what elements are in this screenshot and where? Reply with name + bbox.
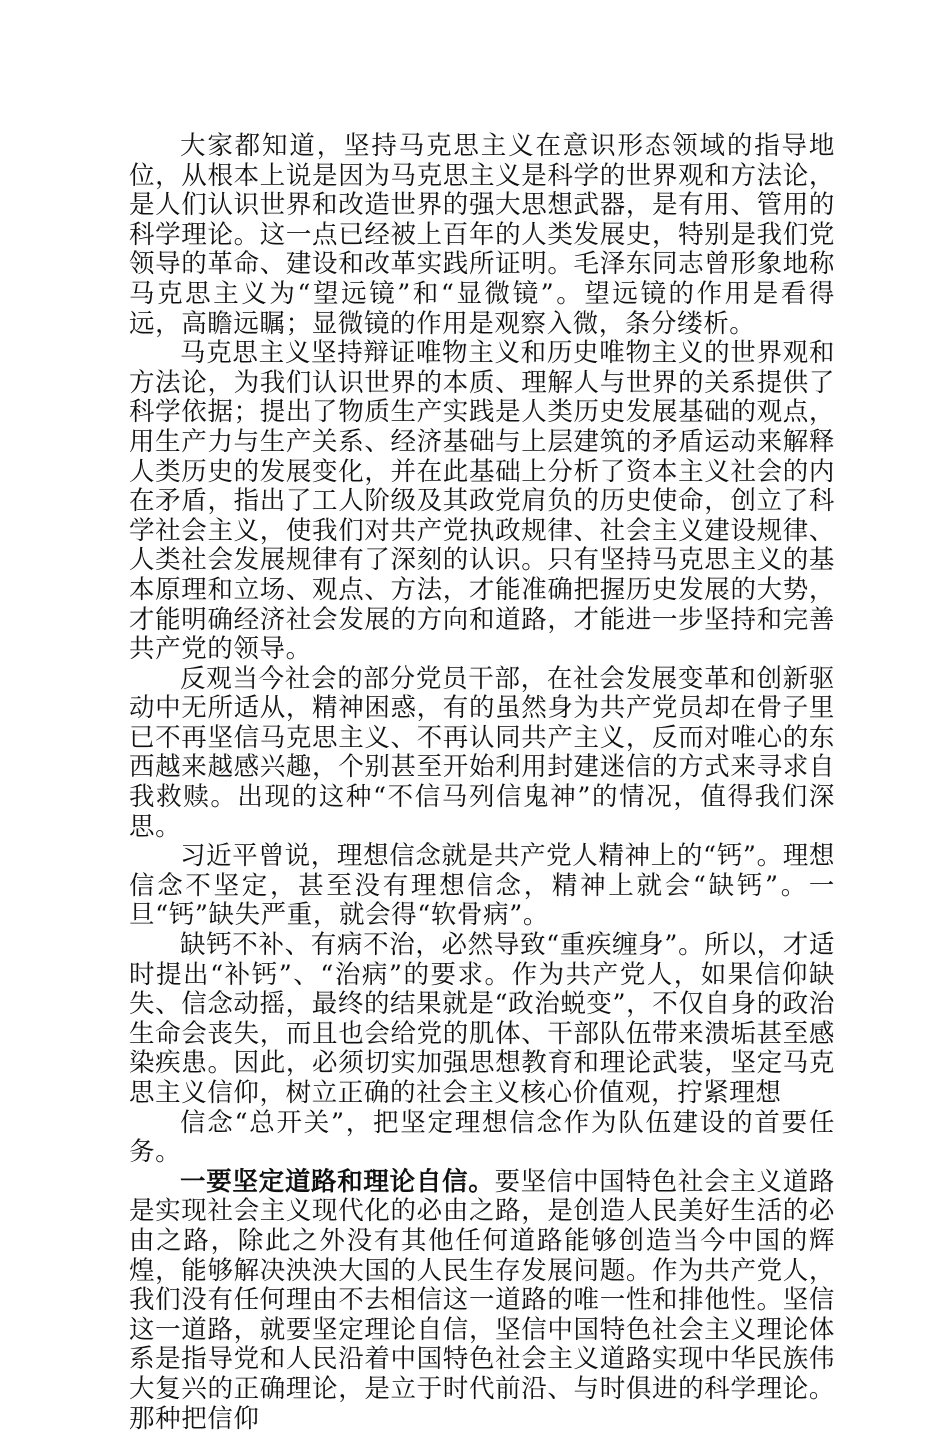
paragraph-7 [129,1168,835,1434]
paragraph-4 [129,842,835,931]
paragraph-7-text: 要坚信中国特色社会主义道路是实现社会主义现代化的必由之路，是创造人民美好生活的必由之路，除此之外没有其他任何道路能够创造当今中国的辉煌，能够解决泱泱大国的人民生存发展问题。作为共产党人，我们没有任何理由不去相信这一道路的唯一性和排他性。坚信这一道路，就要坚定理论自信，坚信中国特色社会主义理论体系是指导党和人民沿着中国特色社会主义道路实现中华民族伟大复兴的正确理论，是立于时代前沿、与时俱进的科学理论。那种把信仰 [129,1166,835,1434]
paragraph-4-text: 习近平曾说，理想信念就是共产党人精神上的“钙”。理想信念不坚定，甚至没有理想信念，精神上就会“缺钙”。一旦“钙”缺失严重，就会得“软骨病”。 [129,841,835,931]
paragraph-5 [129,931,835,1109]
document-body [129,132,835,1434]
paragraph-7-lead: 一要坚定道路和理论自信。 [180,1166,495,1197]
paragraph-6 [129,1109,835,1168]
paragraph-3 [129,665,835,843]
paragraph-5-text: 缺钙不补、有病不治，必然导致“重疾缠身”。所以，才适时提出“补钙”、“治病”的要求。作为共产党人，如果信仰缺失、信念动摇，最终的结果就是“政治蜕变”，不仅自身的政治生命会丧失，而且也会给党的肌体、干部队伍带来溃垢甚至感染疾患。因此，必须切实加强思想教育和理论武装，坚定马克思主义信仰，树立正确的社会主义核心价值观，拧紧理想 [129,930,835,1108]
paragraph-3-text: 反观当今社会的部分党员干部，在社会发展变革和创新驱动中无所适从，精神困惑，有的虽然身为共产党员却在骨子里已不再坚信马克思主义、不再认同共产主义，反而对唯心的东西越来越感兴趣，个别甚至开始利用封建迷信的方式来寻求自我救赎。出现的这种“不信马列信鬼神”的情况，值得我们深思。 [129,663,835,842]
paragraph-6-text: 信念“总开关”，把坚定理想信念作为队伍建设的首要任务。 [129,1107,835,1168]
paragraph-1 [129,132,835,339]
paragraph-2 [129,339,835,665]
paragraph-1-text: 大家都知道，坚持马克思主义在意识形态领域的指导地位，从根本上说是因为马克思主义是科学的世界观和方法论，是人们认识世界和改造世界的强大思想武器，是有用、管用的科学理论。这一点已经被上百年的人类发展史，特别是我们党领导的革命、建设和改革实践所证明。毛泽东同志曾形象地称马克思主义为“望远镜”和“显微镜”。望远镜的作用是看得远，高瞻远瞩；显微镜的作用是观察入微，条分缕析。 [129,131,835,339]
paragraph-2-text: 马克思主义坚持辩证唯物主义和历史唯物主义的世界观和方法论，为我们认识世界的本质、理解人与世界的关系提供了科学依据；提出了物质生产实践是人类历史发展基础的观点，用生产力与生产关系、经济基础与上层建筑的矛盾运动来解释人类历史的发展变化，并在此基础上分析了资本主义社会的内在矛盾，指出了工人阶级及其政党肩负的历史使命，创立了科学社会主义，使我们对共产党执政规律、社会主义建设规律、人类社会发展规律有了深刻的认识。只有坚持马克思主义的基本原理和立场、观点、方法，才能准确把握历史发展的大势，才能明确经济社会发展的方向和道路，才能进一步坚持和完善共产党的领导。 [129,338,835,665]
